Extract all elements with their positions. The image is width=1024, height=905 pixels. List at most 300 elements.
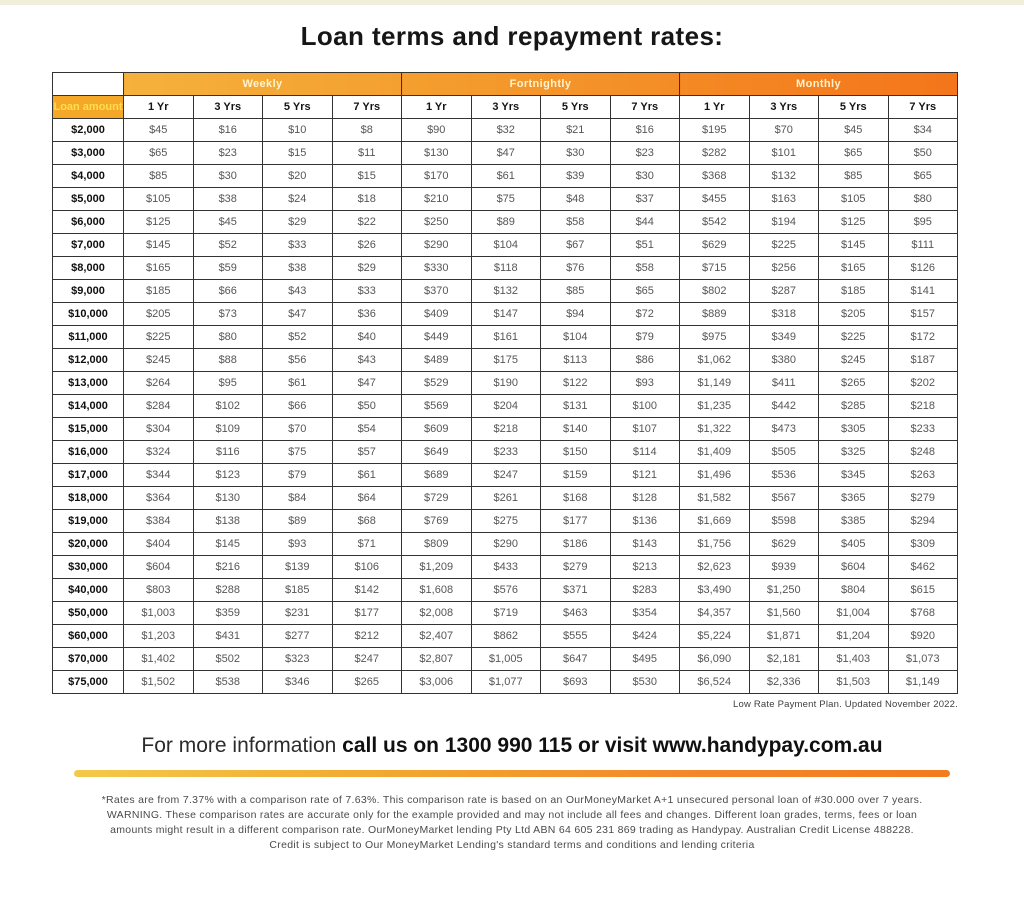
rate-cell: $190 <box>471 372 541 395</box>
rate-cell: $116 <box>193 441 263 464</box>
rate-cell: $70 <box>749 119 819 142</box>
table-row <box>53 556 958 579</box>
rate-cell: $345 <box>819 464 889 487</box>
rate-cell: $288 <box>193 579 263 602</box>
rates-table-container <box>52 72 958 694</box>
rate-cell: $136 <box>610 510 680 533</box>
table-row <box>53 441 958 464</box>
loan-amount-cell: $40,000 <box>53 579 124 602</box>
rate-cell: $44 <box>610 211 680 234</box>
rate-cell: $1,403 <box>819 648 889 671</box>
rate-cell: $323 <box>263 648 333 671</box>
rate-cell: $30 <box>610 165 680 188</box>
rate-cell: $212 <box>332 625 402 648</box>
rate-cell: $250 <box>402 211 472 234</box>
rate-cell: $424 <box>610 625 680 648</box>
rate-cell: $130 <box>193 487 263 510</box>
rate-cell: $409 <box>402 303 472 326</box>
rate-cell: $65 <box>610 280 680 303</box>
rate-cell: $265 <box>819 372 889 395</box>
rate-cell: $647 <box>541 648 611 671</box>
rate-cell: $431 <box>193 625 263 648</box>
rate-cell: $50 <box>332 395 402 418</box>
rate-cell: $205 <box>124 303 194 326</box>
rate-cell: $114 <box>610 441 680 464</box>
loan-amount-cell: $12,000 <box>53 349 124 372</box>
rate-cell: $79 <box>610 326 680 349</box>
rate-cell: $462 <box>888 556 958 579</box>
rate-cell: $111 <box>888 234 958 257</box>
rate-cell: $195 <box>680 119 750 142</box>
rate-cell: $86 <box>610 349 680 372</box>
gradient-divider <box>74 770 950 777</box>
rate-cell: $4,357 <box>680 602 750 625</box>
term-header: 5 Yrs <box>541 96 611 119</box>
rate-cell: $45 <box>193 211 263 234</box>
rate-cell: $22 <box>332 211 402 234</box>
loan-amount-cell: $30,000 <box>53 556 124 579</box>
rate-cell: $36 <box>332 303 402 326</box>
rate-cell: $1,503 <box>819 671 889 694</box>
rate-cell: $58 <box>610 257 680 280</box>
rate-cell: $1,250 <box>749 579 819 602</box>
rate-cell: $61 <box>332 464 402 487</box>
rate-cell: $130 <box>402 142 472 165</box>
rate-cell: $261 <box>471 487 541 510</box>
rate-cell: $385 <box>819 510 889 533</box>
rate-cell: $54 <box>332 418 402 441</box>
rate-cell: $1,560 <box>749 602 819 625</box>
rate-cell: $30 <box>541 142 611 165</box>
rate-cell: $202 <box>888 372 958 395</box>
rate-cell: $939 <box>749 556 819 579</box>
rate-cell: $80 <box>193 326 263 349</box>
rate-cell: $729 <box>402 487 472 510</box>
rate-cell: $411 <box>749 372 819 395</box>
rate-cell: $803 <box>124 579 194 602</box>
rate-cell: $809 <box>402 533 472 556</box>
rate-cell: $126 <box>888 257 958 280</box>
rate-cell: $131 <box>541 395 611 418</box>
rate-cell: $145 <box>124 234 194 257</box>
rate-cell: $33 <box>263 234 333 257</box>
rate-cell: $61 <box>471 165 541 188</box>
rate-cell: $125 <box>124 211 194 234</box>
rate-cell: $318 <box>749 303 819 326</box>
loan-amount-cell: $50,000 <box>53 602 124 625</box>
term-header: 1 Yr <box>124 96 194 119</box>
rate-cell: $473 <box>749 418 819 441</box>
rate-cell: $344 <box>124 464 194 487</box>
rate-cell: $20 <box>263 165 333 188</box>
rate-cell: $138 <box>193 510 263 533</box>
term-header: 3 Yrs <box>471 96 541 119</box>
rate-cell: $141 <box>888 280 958 303</box>
rate-cell: $604 <box>819 556 889 579</box>
rate-cell: $47 <box>471 142 541 165</box>
rate-cell: $165 <box>124 257 194 280</box>
rate-cell: $1,149 <box>680 372 750 395</box>
table-row <box>53 510 958 533</box>
rate-cell: $159 <box>541 464 611 487</box>
rate-cell: $29 <box>263 211 333 234</box>
rate-cell: $1,756 <box>680 533 750 556</box>
rate-cell: $185 <box>819 280 889 303</box>
rate-cell: $65 <box>819 142 889 165</box>
rate-cell: $1,005 <box>471 648 541 671</box>
rate-cell: $177 <box>332 602 402 625</box>
rate-cell: $185 <box>124 280 194 303</box>
rate-cell: $489 <box>402 349 472 372</box>
rate-cell: $132 <box>749 165 819 188</box>
rate-cell: $1,077 <box>471 671 541 694</box>
table-row <box>53 648 958 671</box>
rate-cell: $3,006 <box>402 671 472 694</box>
rate-cell: $56 <box>263 349 333 372</box>
rate-cell: $404 <box>124 533 194 556</box>
rate-cell: $61 <box>263 372 333 395</box>
group-header-monthly: Monthly <box>680 73 958 96</box>
table-row <box>53 280 958 303</box>
rate-cell: $161 <box>471 326 541 349</box>
rate-cell: $2,181 <box>749 648 819 671</box>
loan-amount-cell: $17,000 <box>53 464 124 487</box>
rate-cell: $1,608 <box>402 579 472 602</box>
rate-cell: $170 <box>402 165 472 188</box>
rate-cell: $247 <box>332 648 402 671</box>
rate-cell: $1,073 <box>888 648 958 671</box>
rate-cell: $1,502 <box>124 671 194 694</box>
rate-cell: $89 <box>471 211 541 234</box>
rate-cell: $163 <box>749 188 819 211</box>
rate-cell: $85 <box>819 165 889 188</box>
loan-amount-cell: $20,000 <box>53 533 124 556</box>
rate-cell: $6,524 <box>680 671 750 694</box>
rate-cell: $233 <box>888 418 958 441</box>
rate-cell: $90 <box>402 119 472 142</box>
rate-cell: $104 <box>471 234 541 257</box>
term-header: 7 Yrs <box>888 96 958 119</box>
rate-cell: $371 <box>541 579 611 602</box>
rate-cell: $719 <box>471 602 541 625</box>
rate-cell: $118 <box>471 257 541 280</box>
rate-cell: $102 <box>193 395 263 418</box>
rate-cell: $804 <box>819 579 889 602</box>
update-footnote: Low Rate Payment Plan. Updated November 2022. <box>733 699 958 710</box>
loan-amount-cell: $7,000 <box>53 234 124 257</box>
rate-cell: $294 <box>888 510 958 533</box>
rate-cell: $263 <box>888 464 958 487</box>
term-header: 7 Yrs <box>332 96 402 119</box>
disclaimer <box>0 793 1024 853</box>
rate-cell: $285 <box>819 395 889 418</box>
table-row <box>53 487 958 510</box>
rate-cell: $629 <box>749 533 819 556</box>
rate-cell: $67 <box>541 234 611 257</box>
rate-cell: $50 <box>888 142 958 165</box>
rate-cell: $66 <box>193 280 263 303</box>
rate-cell: $194 <box>749 211 819 234</box>
rate-cell: $216 <box>193 556 263 579</box>
rate-cell: $29 <box>332 257 402 280</box>
rate-cell: $52 <box>193 234 263 257</box>
rate-cell: $359 <box>193 602 263 625</box>
rate-cell: $18 <box>332 188 402 211</box>
rate-cell: $186 <box>541 533 611 556</box>
rate-cell: $43 <box>263 280 333 303</box>
rate-cell: $52 <box>263 326 333 349</box>
rate-cell: $264 <box>124 372 194 395</box>
rate-cell: $105 <box>819 188 889 211</box>
rate-cell: $555 <box>541 625 611 648</box>
loan-amount-cell: $11,000 <box>53 326 124 349</box>
rate-cell: $384 <box>124 510 194 533</box>
rate-cell: $75 <box>471 188 541 211</box>
rate-cell: $265 <box>332 671 402 694</box>
loan-amount-cell: $14,000 <box>53 395 124 418</box>
rate-cell: $889 <box>680 303 750 326</box>
rate-cell: $122 <box>541 372 611 395</box>
table-row <box>53 326 958 349</box>
rate-cell: $380 <box>749 349 819 372</box>
table-row <box>53 211 958 234</box>
rate-cell: $123 <box>193 464 263 487</box>
rate-cell: $463 <box>541 602 611 625</box>
table-row <box>53 142 958 165</box>
disclaimer-line: amounts might result in a different comparison rate. OurMoneyMarket lending Pty Ltd ABN 64 605 231 869 trading as Handypay. Australian Credit License 488228. <box>110 824 914 836</box>
rate-cell: $290 <box>402 234 472 257</box>
rate-cell: $94 <box>541 303 611 326</box>
rate-cell: $93 <box>263 533 333 556</box>
rate-cell: $283 <box>610 579 680 602</box>
table-row <box>53 625 958 648</box>
rate-cell: $1,871 <box>749 625 819 648</box>
loan-amount-cell: $4,000 <box>53 165 124 188</box>
table-row <box>53 464 958 487</box>
rate-cell: $1,203 <box>124 625 194 648</box>
rate-cell: $38 <box>263 257 333 280</box>
contact-info-line <box>0 734 1024 758</box>
rate-cell: $282 <box>680 142 750 165</box>
rate-cell: $365 <box>819 487 889 510</box>
rate-cell: $615 <box>888 579 958 602</box>
rate-cell: $225 <box>819 326 889 349</box>
rate-cell: $569 <box>402 395 472 418</box>
rate-cell: $143 <box>610 533 680 556</box>
loan-amount-header: Loan amount <box>53 96 124 119</box>
rate-cell: $68 <box>332 510 402 533</box>
rate-cell: $177 <box>541 510 611 533</box>
rate-cell: $34 <box>888 119 958 142</box>
rate-cell: $609 <box>402 418 472 441</box>
rate-cell: $23 <box>610 142 680 165</box>
rate-cell: $502 <box>193 648 263 671</box>
rate-cell: $128 <box>610 487 680 510</box>
term-header: 5 Yrs <box>263 96 333 119</box>
rate-cell: $121 <box>610 464 680 487</box>
table-row <box>53 579 958 602</box>
rate-cell: $213 <box>610 556 680 579</box>
table-row <box>53 119 958 142</box>
rate-cell: $405 <box>819 533 889 556</box>
loan-amount-cell: $60,000 <box>53 625 124 648</box>
contact-info-bold: call us on 1300 990 115 or visit www.handypay.com.au <box>342 734 883 757</box>
rate-cell: $139 <box>263 556 333 579</box>
table-row <box>53 188 958 211</box>
rate-cell: $85 <box>124 165 194 188</box>
rate-cell: $51 <box>610 234 680 257</box>
rate-cell: $862 <box>471 625 541 648</box>
rate-cell: $2,336 <box>749 671 819 694</box>
rate-cell: $89 <box>263 510 333 533</box>
rate-cell: $23 <box>193 142 263 165</box>
loan-amount-cell: $9,000 <box>53 280 124 303</box>
rate-cell: $43 <box>332 349 402 372</box>
term-header: 3 Yrs <box>193 96 263 119</box>
rate-cell: $140 <box>541 418 611 441</box>
table-row <box>53 303 958 326</box>
table-row <box>53 372 958 395</box>
term-header: 3 Yrs <box>749 96 819 119</box>
rate-cell: $530 <box>610 671 680 694</box>
rate-cell: $455 <box>680 188 750 211</box>
rate-cell: $95 <box>888 211 958 234</box>
table-row <box>53 257 958 280</box>
rate-cell: $88 <box>193 349 263 372</box>
rate-cell: $45 <box>819 119 889 142</box>
top-strip <box>0 0 1024 5</box>
rate-cell: $65 <box>124 142 194 165</box>
rate-cell: $284 <box>124 395 194 418</box>
rate-cell: $768 <box>888 602 958 625</box>
rate-cell: $47 <box>263 303 333 326</box>
table-row <box>53 234 958 257</box>
table-row <box>53 349 958 372</box>
group-row <box>53 73 958 96</box>
rate-cell: $1,669 <box>680 510 750 533</box>
rate-cell: $142 <box>332 579 402 602</box>
rate-cell: $505 <box>749 441 819 464</box>
table-row <box>53 602 958 625</box>
rate-cell: $354 <box>610 602 680 625</box>
rate-cell: $145 <box>193 533 263 556</box>
loan-amount-cell: $75,000 <box>53 671 124 694</box>
rate-cell: $1,496 <box>680 464 750 487</box>
rate-cell: $21 <box>541 119 611 142</box>
table-row <box>53 395 958 418</box>
rate-cell: $604 <box>124 556 194 579</box>
group-header-fortnightly: Fortnightly <box>402 73 680 96</box>
rate-cell: $233 <box>471 441 541 464</box>
rate-cell: $38 <box>193 188 263 211</box>
rate-cell: $433 <box>471 556 541 579</box>
rate-cell: $37 <box>610 188 680 211</box>
rate-cell: $245 <box>124 349 194 372</box>
rate-cell: $349 <box>749 326 819 349</box>
disclaimer-line: Credit is subject to Our MoneyMarket Lending's standard terms and conditions and lending criteria <box>269 839 755 851</box>
rate-cell: $1,204 <box>819 625 889 648</box>
rate-cell: $150 <box>541 441 611 464</box>
term-header: 5 Yrs <box>819 96 889 119</box>
rate-cell: $45 <box>124 119 194 142</box>
rate-cell: $147 <box>471 303 541 326</box>
rate-cell: $72 <box>610 303 680 326</box>
table-row <box>53 418 958 441</box>
contact-info-prefix: For more information <box>141 734 343 757</box>
loan-amount-cell: $18,000 <box>53 487 124 510</box>
rate-cell: $1,003 <box>124 602 194 625</box>
term-header: 1 Yr <box>402 96 472 119</box>
corner-spacer <box>53 73 124 96</box>
term-header: 1 Yr <box>680 96 750 119</box>
rate-cell: $218 <box>471 418 541 441</box>
rate-cell: $172 <box>888 326 958 349</box>
rate-cell: $95 <box>193 372 263 395</box>
rate-cell: $277 <box>263 625 333 648</box>
term-row <box>53 96 958 119</box>
rate-cell: $629 <box>680 234 750 257</box>
rate-cell: $536 <box>749 464 819 487</box>
rate-cell: $157 <box>888 303 958 326</box>
rate-cell: $168 <box>541 487 611 510</box>
term-header: 7 Yrs <box>610 96 680 119</box>
rate-cell: $1,209 <box>402 556 472 579</box>
rate-cell: $1,062 <box>680 349 750 372</box>
rate-cell: $175 <box>471 349 541 372</box>
rate-cell: $364 <box>124 487 194 510</box>
loan-amount-cell: $6,000 <box>53 211 124 234</box>
rate-cell: $225 <box>124 326 194 349</box>
rate-cell: $71 <box>332 533 402 556</box>
rate-cell: $59 <box>193 257 263 280</box>
rate-cell: $40 <box>332 326 402 349</box>
rate-cell: $1,322 <box>680 418 750 441</box>
rate-cell: $6,090 <box>680 648 750 671</box>
loan-amount-cell: $70,000 <box>53 648 124 671</box>
rate-cell: $205 <box>819 303 889 326</box>
rate-cell: $225 <box>749 234 819 257</box>
rate-cell: $80 <box>888 188 958 211</box>
loan-amount-cell: $3,000 <box>53 142 124 165</box>
rate-cell: $2,407 <box>402 625 472 648</box>
rate-cell: $1,149 <box>888 671 958 694</box>
rate-cell: $309 <box>888 533 958 556</box>
rate-cell: $3,490 <box>680 579 750 602</box>
rate-cell: $1,582 <box>680 487 750 510</box>
rate-cell: $10 <box>263 119 333 142</box>
rate-cell: $32 <box>471 119 541 142</box>
rate-cell: $107 <box>610 418 680 441</box>
rate-cell: $248 <box>888 441 958 464</box>
rate-cell: $104 <box>541 326 611 349</box>
rate-cell: $1,004 <box>819 602 889 625</box>
rate-cell: $24 <box>263 188 333 211</box>
rate-cell: $5,224 <box>680 625 750 648</box>
rate-cell: $495 <box>610 648 680 671</box>
rate-cell: $106 <box>332 556 402 579</box>
rate-cell: $73 <box>193 303 263 326</box>
rate-cell: $185 <box>263 579 333 602</box>
rate-cell: $84 <box>263 487 333 510</box>
rate-cell: $101 <box>749 142 819 165</box>
group-header-weekly: Weekly <box>124 73 402 96</box>
rate-cell: $693 <box>541 671 611 694</box>
rate-cell: $567 <box>749 487 819 510</box>
rate-cell: $218 <box>888 395 958 418</box>
table-row <box>53 533 958 556</box>
rate-cell: $324 <box>124 441 194 464</box>
rate-cell: $542 <box>680 211 750 234</box>
